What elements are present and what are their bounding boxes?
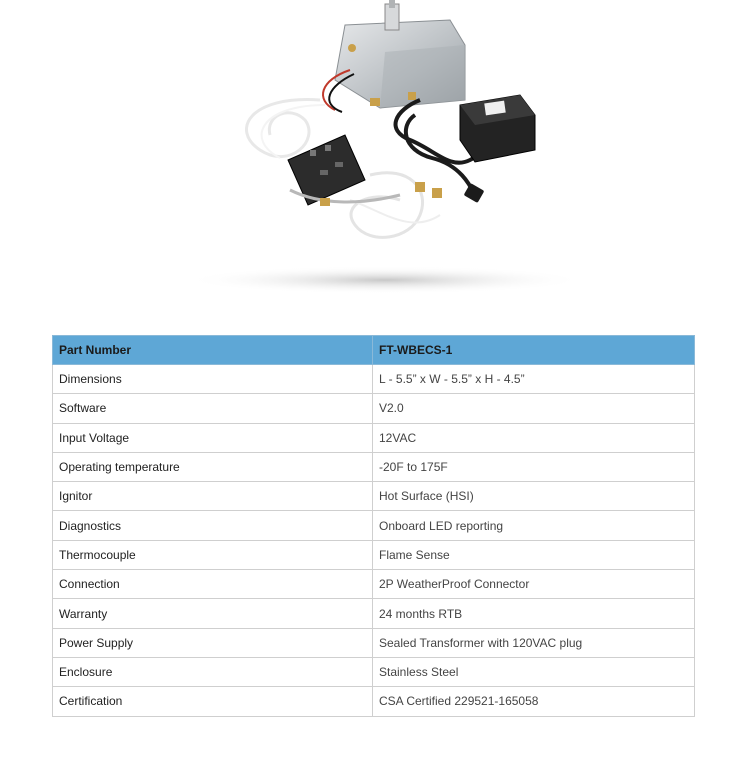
spec-value: 2P WeatherProof Connector xyxy=(373,570,695,599)
spec-value: CSA Certified 229521-165058 xyxy=(373,687,695,716)
spec-label: Warranty xyxy=(53,599,373,628)
part-number-value: FT-WBECS-1 xyxy=(373,336,695,365)
spec-value: Hot Surface (HSI) xyxy=(373,482,695,511)
spec-value: Stainless Steel xyxy=(373,657,695,686)
product-photo xyxy=(170,0,590,300)
spec-label: Certification xyxy=(53,687,373,716)
table-row xyxy=(53,452,695,481)
spec-label: Connection xyxy=(53,570,373,599)
table-row xyxy=(53,657,695,686)
table-row xyxy=(53,511,695,540)
spec-label: Dimensions xyxy=(53,365,373,394)
spec-label: Thermocouple xyxy=(53,540,373,569)
table-row xyxy=(53,570,695,599)
spec-value: 12VAC xyxy=(373,423,695,452)
table-row xyxy=(53,365,695,394)
control-module-kit-photo-icon xyxy=(170,0,590,300)
table-row xyxy=(53,482,695,511)
spec-table xyxy=(52,335,695,717)
spec-label: Power Supply xyxy=(53,628,373,657)
spec-label: Input Voltage xyxy=(53,423,373,452)
spec-value: -20F to 175F xyxy=(373,452,695,481)
table-row xyxy=(53,628,695,657)
spec-label: Software xyxy=(53,394,373,423)
spec-label: Diagnostics xyxy=(53,511,373,540)
spec-label: Operating temperature xyxy=(53,452,373,481)
part-number-label: Part Number xyxy=(53,336,373,365)
table-row xyxy=(53,423,695,452)
table-row xyxy=(53,687,695,716)
spec-label: Ignitor xyxy=(53,482,373,511)
table-row xyxy=(53,394,695,423)
spec-label: Enclosure xyxy=(53,657,373,686)
spec-value: Flame Sense xyxy=(373,540,695,569)
spec-value: L - 5.5” x W - 5.5” x H - 4.5” xyxy=(373,365,695,394)
spec-value: Onboard LED reporting xyxy=(373,511,695,540)
spec-value: 24 months RTB xyxy=(373,599,695,628)
table-row xyxy=(53,599,695,628)
spec-value: V2.0 xyxy=(373,394,695,423)
table-header-row xyxy=(53,336,695,365)
table-row xyxy=(53,540,695,569)
spec-value: Sealed Transformer with 120VAC plug xyxy=(373,628,695,657)
